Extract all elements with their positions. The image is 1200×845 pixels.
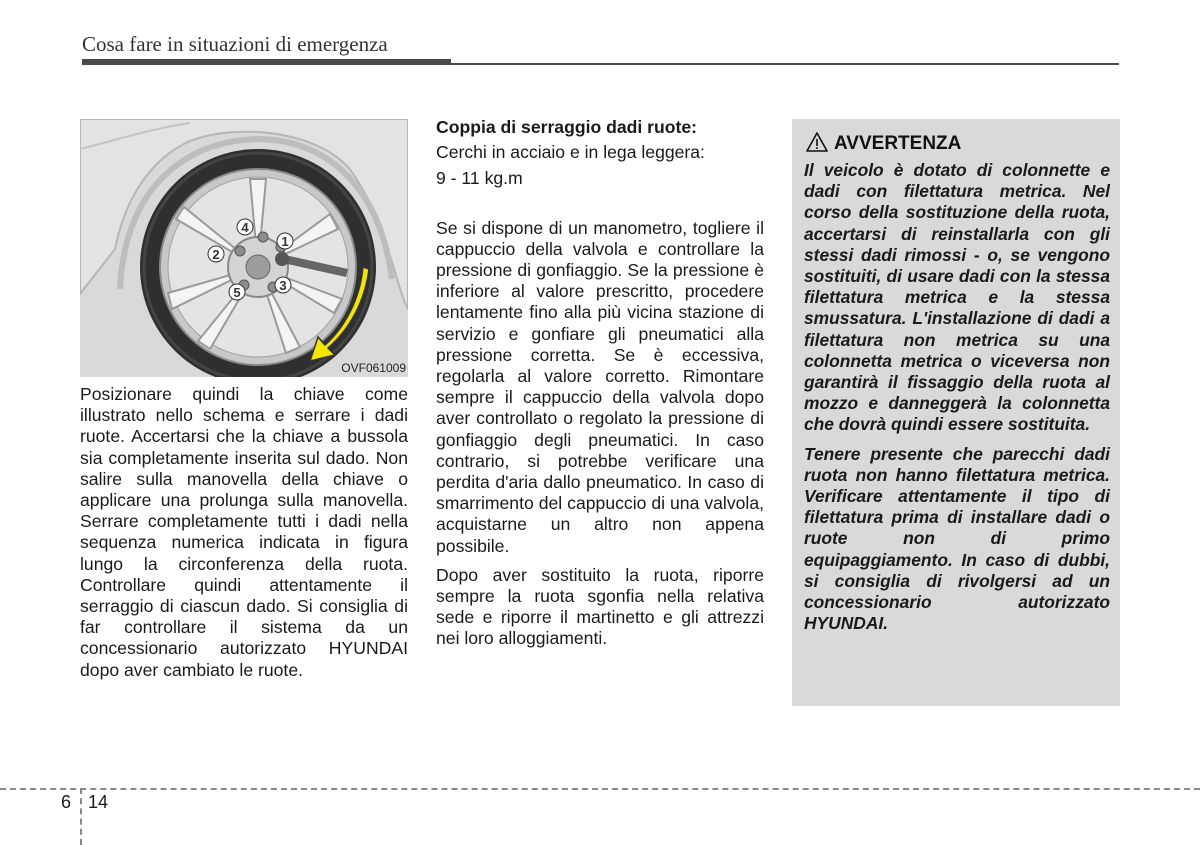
- figure-code: OVF061009: [341, 361, 406, 375]
- label-5: 5: [233, 285, 241, 300]
- warning-paragraph-2: Tenere presente che parecchi dadi ruota non hanno filettatura metrica. Verificare attentamente il tipo di filettatura prima di installare dadi o ruote non di primo equipaggiamento. In caso di dubbi, si consiglia di rivolgersi ad un concessionario autorizzato HYUNDAI.: [804, 443, 1110, 634]
- footer-rule: [0, 788, 1200, 790]
- label-3: 3: [279, 278, 287, 293]
- wheel-drawing: [80, 119, 408, 377]
- warning-title: AVVERTENZA: [834, 133, 962, 154]
- page-number: 14: [88, 792, 109, 812]
- torque-spec-value: 9 - 11 kg.m: [436, 168, 523, 189]
- label-1: 1: [281, 234, 289, 249]
- footer-divider: [80, 788, 82, 845]
- page-header-title: Cosa fare in situazioni di emergenza: [82, 32, 388, 56]
- left-column: [80, 384, 408, 681]
- middle-column: [436, 117, 764, 650]
- left-paragraph: Posizionare quindi la chiave come illustrato nello schema e serrare i dadi ruote. Accertarsi che la chiave a bussola sia completamente inserita sul dado. Non salire sulla manovella della chiave o applicare una prolunga sulla manovella. Serrare completamente tutti i dadi nella sequenza numerica indicata in figura lungo la circonferenza della ruota. Controllare quindi attentamente il serraggio di ciascun dado. Si consiglia di far controllare il sistema da un concessionario autorizzato HYUNDAI dopo aver cambiato le ruote.: [80, 384, 408, 680]
- torque-heading: Coppia di serraggio dadi ruote:: [436, 117, 697, 137]
- wheel-illustration: [80, 119, 408, 377]
- pressure-paragraph: Se si dispone di un manometro, togliere il cappuccio della valvola e controllare la pressione di gonfiaggio. Se la pressione è inferiore al valore prescritto, procedere lentamente fino alla più vicina stazione di servizio e gonfiare gli pneumatici alla pressione corretta. Se è eccessiva, regolarla al valore corretto. Rimontare sempre il cappuccio della valvola dopo aver controllato o regolato la pressione di gonfiaggio degli pneumatici. In caso contrario, si potrebbe verificare una perdita d'aria dallo pneumatico. In caso di smarrimento del cappuccio di una valvola, acquistarne un altro non appena possibile.: [436, 217, 764, 556]
- storage-paragraph: Dopo aver sostituito la ruota, riporre sempre la ruota sgonfia nella relativa sede e riporre il martinetto e gli attrezzi nei loro alloggiamenti.: [436, 564, 764, 649]
- section-number: 6: [61, 792, 72, 812]
- label-2: 2: [212, 247, 220, 262]
- header-rule: [82, 59, 451, 65]
- torque-spec-rims: Cerchi in acciaio e in lega leggera:: [436, 142, 705, 163]
- header-rule-thin: [451, 63, 1119, 65]
- warning-text: [804, 160, 1110, 634]
- warning-box: [792, 119, 1120, 706]
- label-4: 4: [241, 220, 249, 235]
- warning-heading: [806, 132, 961, 158]
- warning-paragraph-1: Il veicolo è dotato di colonnette e dadi con filettatura metrica. Nel corso della sostituzione della ruota, accertarsi di reinstallarla con gli stessi dadi rimossi - o, se vengono sostituiti, di usare dadi con la stessa filettatura metrica e la stessa smussatura. L'installazione di dadi a filettatura non metrica su una colonnetta metrica o viceversa non garantirà il fissaggio della ruota al mozzo e danneggerà la colonnetta che dovrà quindi essere sostituita.: [804, 160, 1110, 435]
- warning-triangle-icon: [806, 132, 828, 158]
